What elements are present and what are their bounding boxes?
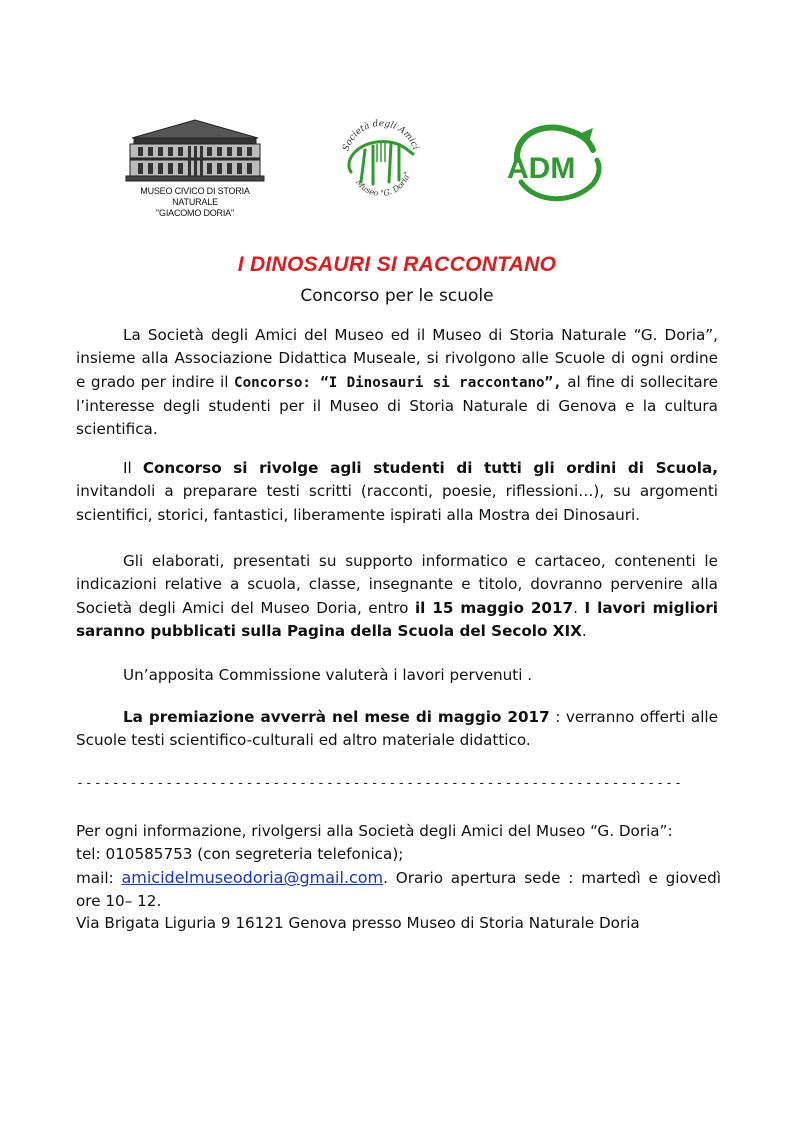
contact-address: Via Brigata Liguria 9 16121 Genova presso Museo di Storia Naturale Doria [76, 914, 640, 932]
paragraph-submission-text-b: . [573, 598, 585, 617]
paragraph-submission [76, 550, 718, 643]
paragraph-submission-publication: I lavori migliori saranno pubblicati sulla Pagina della Scuola del Secolo XIX [76, 598, 719, 640]
paragraph-submission-text-c: . [581, 621, 587, 640]
contact-info-line: Per ogni informazione, rivolgersi alla Società degli Amici del Museo “G. Doria”: [76, 822, 673, 840]
contact-mail-label: mail: [76, 869, 122, 887]
paragraph-target-text-b: invitandoli a preparare testi scritti (racconti, poesie, riflessioni…), su argomenti scientifici, storici, fantastici, liberamente ispirati alla Mostra dei Dinosauri. [76, 482, 718, 524]
paragraph-commission [76, 664, 718, 687]
paragraph-target-bold: Concorso si rivolge agli studenti di tutti gli ordini di Scuola, [142, 459, 718, 477]
museum-building-icon [120, 112, 270, 182]
contact-mail [76, 866, 721, 914]
societa-arc-bottom-text: Museo "G. Doria" [353, 170, 413, 199]
contact-hours: . Orario apertura sede : martedì e giovedì ore 10– 12. [76, 869, 721, 911]
logo-row [0, 110, 794, 220]
paragraph-target-text-a: Il [123, 459, 143, 477]
paragraph-intro-text-a: La Società degli Amici del Museo ed il Museo di Storia Naturale “G. Doria”, insieme alla Associazione Didattica Museale, si rivolgono alle Scuole di ogni ordine e grado per indire il [76, 326, 718, 391]
adm-logo-text: ADM [507, 152, 576, 185]
paragraph-award [76, 706, 718, 753]
adm-dinosaur-icon [497, 120, 607, 210]
paragraph-submission-text-a: Gli elaborati, presentati su supporto informatico e cartaceo, contenenti le indicazioni relative a scuola, classe, insegnante e titolo, dovranno pervenire alla Società degli Amici del Museo Doria, entro [76, 552, 718, 617]
paragraph-intro-text-b: al fine di sollecitare l’interesse degli studenti per il Museo di Storia Naturale di Genova e la cultura scientifica. [76, 372, 718, 439]
museum-logo [120, 112, 270, 219]
societa-amici-logo [333, 110, 429, 206]
paragraph-target [76, 457, 718, 527]
email-link[interactable]: amicidelmuseodoria@gmail.com [121, 868, 384, 887]
contact-phone: tel: 010585753 (con segreteria telefonica); [76, 845, 404, 863]
page-title: I DINOSAURI SI RACCONTANO [237, 253, 557, 276]
paragraph-intro [76, 324, 718, 441]
societa-arc-top-text: Società degli Amici [341, 118, 421, 153]
paragraph-award-text: : verranno offerti alle Scuole testi scientifico-culturali ed altro materiale didattico. [76, 708, 718, 750]
museum-logo-caption-line2: "GIACOMO DORIA" [156, 208, 234, 218]
dashed-divider: -------------------------------------------------------------------- [76, 776, 684, 791]
page-subtitle: Concorso per le scuole [300, 286, 494, 306]
museum-logo-caption-line1: MUSEO CIVICO DI STORIA NATURALE [140, 186, 250, 207]
paragraph-submission-deadline: il 15 maggio 2017 [414, 598, 574, 617]
dinosaur-skeleton-icon [333, 110, 429, 206]
paragraph-intro-bold: Concorso: “I Dinosauri si raccontano”, [234, 374, 562, 391]
adm-logo [497, 120, 607, 210]
paragraph-commission-text: Un’apposita Commissione valuterà i lavori pervenuti . [123, 666, 533, 684]
paragraph-award-bold: La premiazione avverrà nel mese di maggio 2017 [123, 708, 550, 726]
